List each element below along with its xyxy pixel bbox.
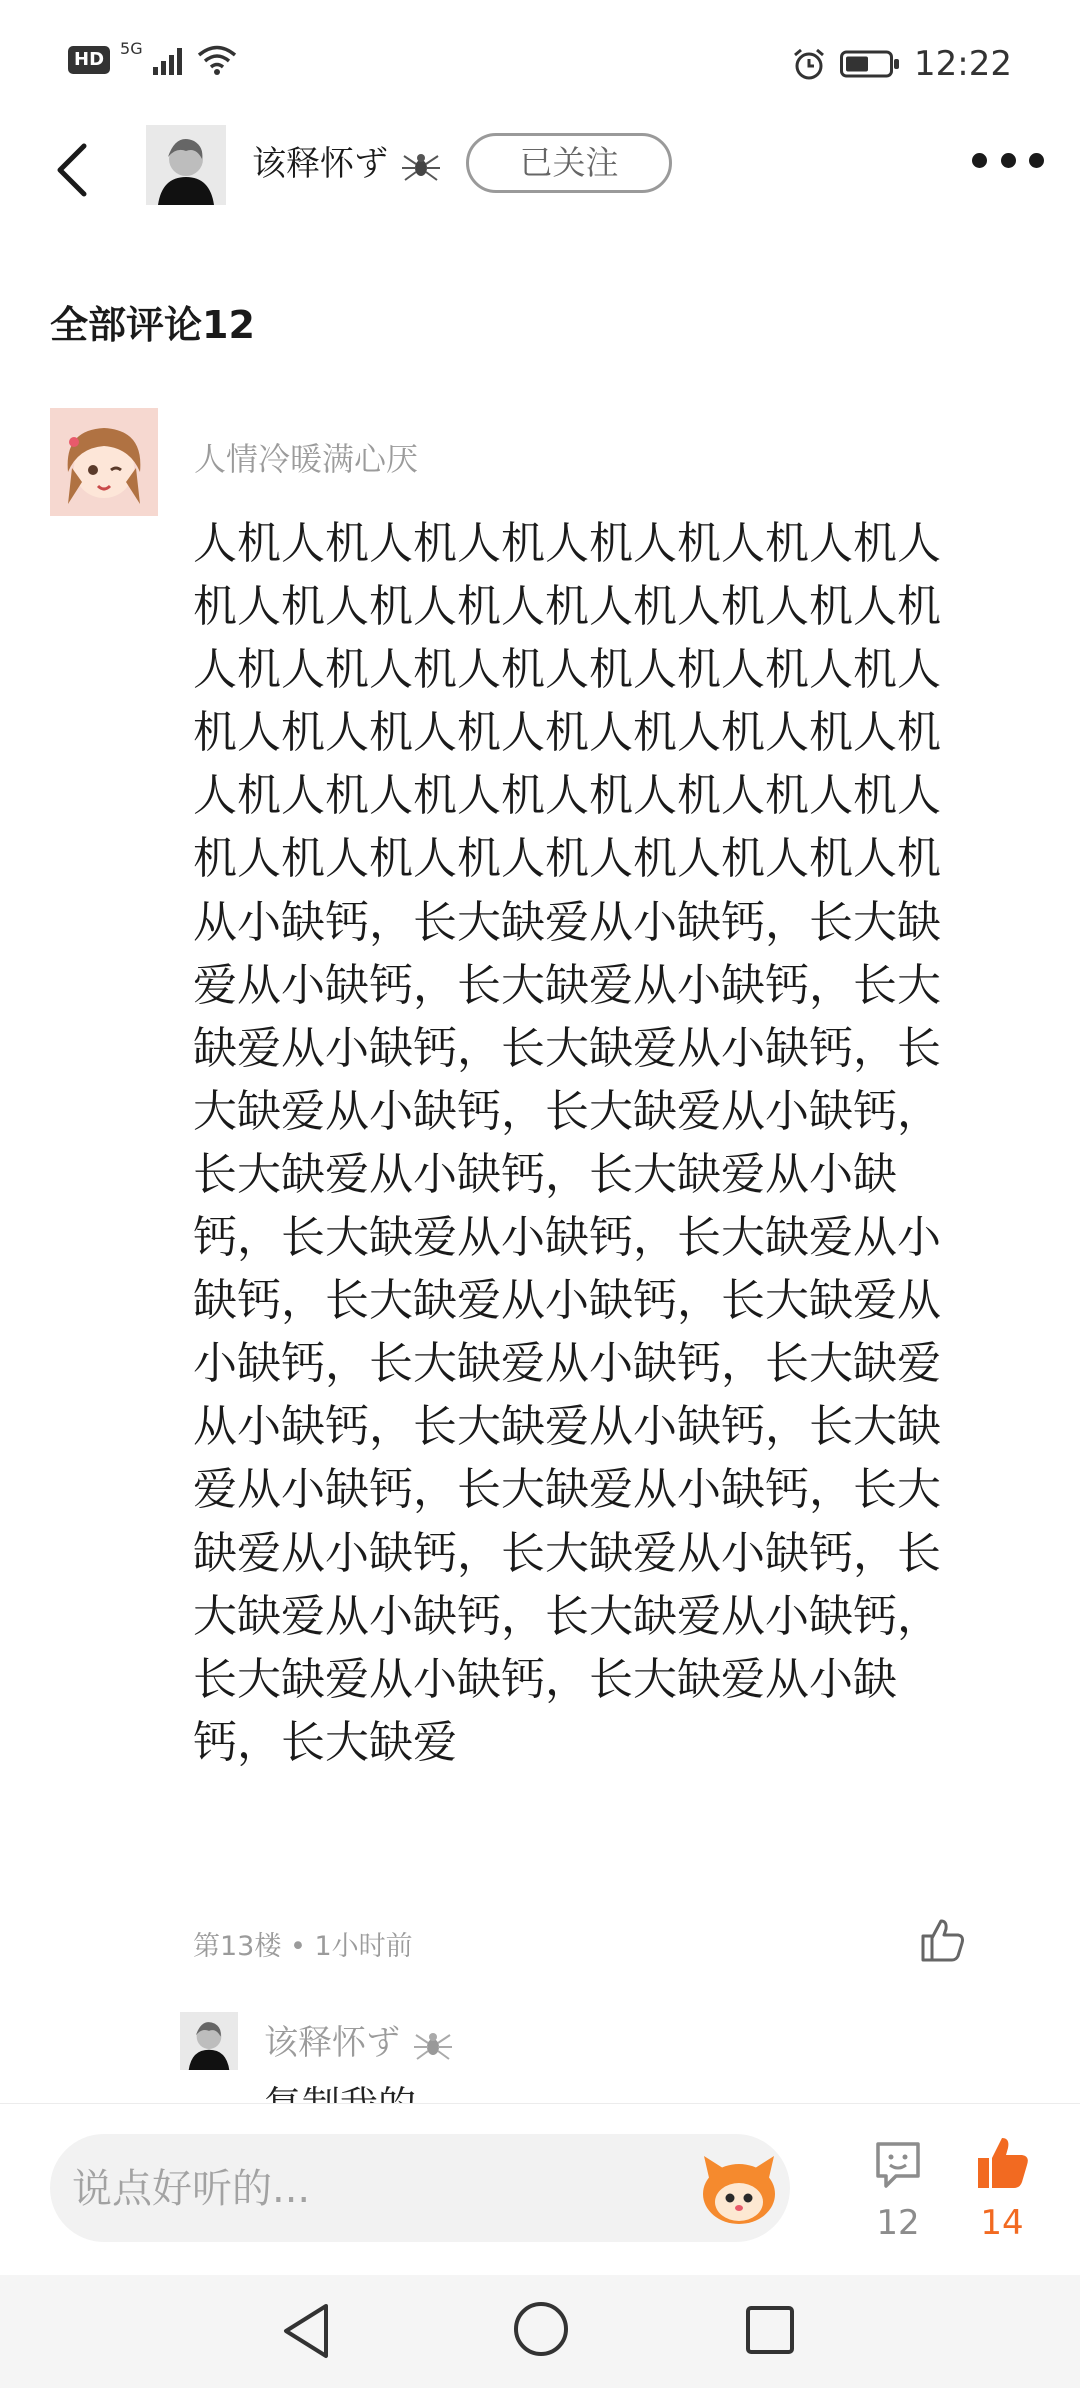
comment-avatar[interactable]	[50, 408, 158, 516]
network-type: 5G	[120, 38, 143, 58]
thumbs-up-icon[interactable]	[918, 1916, 966, 1964]
reply-avatar-image	[180, 2012, 238, 2070]
wifi-icon	[197, 44, 237, 76]
dot	[972, 153, 987, 168]
reply-text-container	[264, 2076, 664, 2104]
comment-text: 人机人机人机人机人机人机人机人机人机人机人机人机人机人机人机人机人机人机人机人机人机人机人机人机人机人机人机人机人机人机人机人机人机人机人机人机人机人机人机人机人机人机人机人机人机人机人机人机人机人机人机从小缺钙，长大缺爱从小缺钙，长大缺爱从小缺钙，长大缺爱从小缺钙，长大缺爱从小缺钙，长大缺爱从小缺钙，长大缺爱从小缺钙，长大缺爱从小缺钙，长大缺爱从小缺钙，长大缺爱从小缺钙，长大缺爱从小缺钙，长大缺爱从小缺钙，长大缺爱从小缺钙，长大缺爱从小缺钙，长大缺爱从小缺钙，长大缺爱从小缺钙，长大缺爱从小缺钙，长大缺爱从小缺钙，长大缺爱从小缺钙，长大缺爱从小缺钙，长大缺爱从小缺钙，长大缺爱从小缺钙，长大缺爱从小缺钙，长大缺爱从小缺钙，长大缺爱从小缺钙，长大缺爱	[193, 518, 941, 1768]
nav-back-icon[interactable]	[278, 2300, 336, 2362]
mascot-icon[interactable]	[696, 2152, 782, 2228]
comment-meta: 第13楼 • 1小时前	[193, 1931, 413, 1962]
dot	[1001, 153, 1016, 168]
comments-section-title: 全部评论12	[50, 303, 255, 347]
reply-author: 该释怀ず	[264, 2023, 400, 2063]
nav-recent-apps-icon[interactable]	[745, 2305, 795, 2355]
comment-count[interactable]: 12	[876, 2203, 920, 2243]
avatar[interactable]	[146, 125, 226, 205]
comment-bubble-icon[interactable]	[872, 2138, 924, 2190]
comment-input-placeholder[interactable]: 说点好听的...	[72, 2166, 311, 2212]
status-bar	[0, 0, 1080, 130]
header-username: 该释怀ず	[252, 144, 388, 184]
alarm-icon	[792, 47, 826, 81]
follow-button[interactable]: 已关注	[466, 133, 672, 193]
hd-badge: HD	[68, 46, 110, 74]
spider-icon	[411, 2025, 455, 2065]
header-username-group[interactable]	[252, 140, 443, 188]
status-bar-right	[792, 44, 1012, 84]
battery-icon	[840, 49, 900, 79]
like-count[interactable]: 14	[980, 2203, 1024, 2243]
anime-avatar-image	[50, 408, 158, 516]
more-dots-icon[interactable]	[972, 140, 1044, 180]
back-arrow-icon[interactable]	[44, 138, 104, 198]
thumbs-up-filled-icon[interactable]	[974, 2136, 1030, 2192]
reply-author-group[interactable]	[264, 2019, 455, 2067]
dot	[1029, 153, 1044, 168]
user-avatar-image	[146, 125, 226, 205]
spider-icon	[399, 146, 443, 186]
reply-avatar[interactable]	[180, 2012, 238, 2070]
status-bar-left	[68, 38, 237, 76]
nav-home-icon[interactable]	[512, 2300, 570, 2358]
comment-author[interactable]: 人情冷暖满心厌	[194, 440, 419, 478]
clock-time: 12:22	[914, 44, 1012, 84]
signal-icon	[153, 45, 187, 75]
